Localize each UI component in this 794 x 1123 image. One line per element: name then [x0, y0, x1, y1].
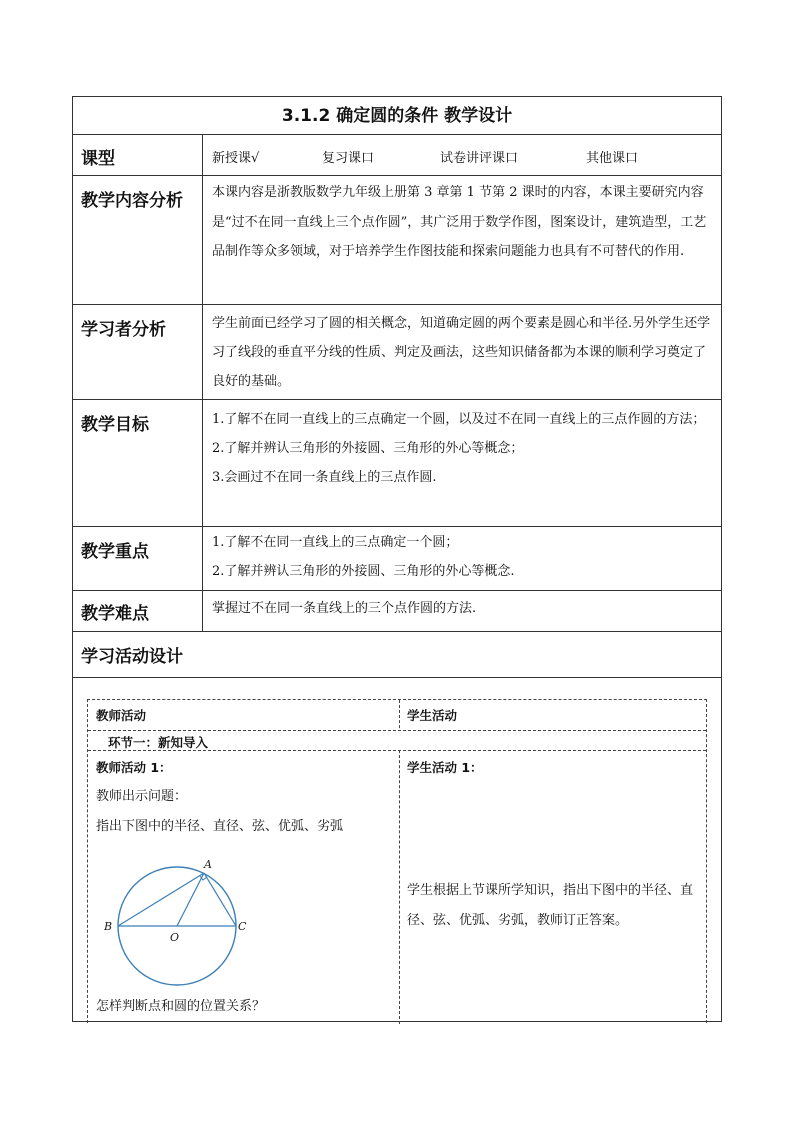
row-objectives — [73, 400, 721, 527]
course-type-option: 试卷讲评课口 — [440, 151, 519, 166]
objective-item: 1.了解不在同一直线上的三点确定一个圆，以及过不在同一直线上的三点作圆的方法； — [212, 412, 706, 427]
row-label: 教学难点 — [73, 591, 203, 631]
teacher-activity-cell — [88, 758, 399, 842]
teacher-activity-title: 教师活动 1： — [96, 760, 172, 775]
objective-item: 3.会画过不在同一条直线上的三点作圆. — [212, 470, 437, 485]
row-label: 教学内容分析 — [73, 176, 203, 304]
row-content-analysis — [73, 176, 721, 305]
point-label-o: O — [170, 931, 180, 944]
student-activity-cell — [399, 758, 708, 936]
key-point-item: 2.了解并辨认三角形的外接圆、三角形的外心等概念. — [212, 563, 515, 579]
point-label-a: A — [204, 858, 212, 871]
teacher-question: 怎样判断点和圆的位置关系？ — [96, 999, 266, 1014]
row-key-points — [73, 527, 721, 591]
student-activity-text: 学生根据上节课所学知识，指出下图中的半径、直径、弦、优弧、劣弧，教师订正答案。 — [407, 883, 694, 928]
course-type-option: 复习课口 — [322, 151, 375, 166]
paragraph: 掌握过不在同一条直线上的三个点作圆的方法. — [212, 601, 477, 616]
section-row — [88, 731, 706, 751]
point-label-c: C — [238, 920, 247, 933]
student-activity-title: 学生活动 1： — [407, 760, 483, 775]
chord-ac — [204, 873, 236, 926]
lesson-plan-table — [72, 96, 722, 1022]
activity-header-row — [88, 700, 706, 731]
paragraph: 本课内容是浙教版数学九年级上册第 3 章第 1 节第 2 课时的内容，本课主要研究内容是“过不在同一直线上三个点作圆”，其广泛用于数学作图，图案设计，建筑造型，工艺品制作等众多领域，对于培养学生作图技能和探索问题能力也具有不可替代的作用. — [212, 185, 707, 259]
activity-design-heading: 学习活动设计 — [73, 632, 721, 678]
content-analysis-text — [204, 176, 721, 304]
paragraph: 学生前面已经学习了圆的相关概念，知道确定圆的两个要素是圆心和半径.另外学生还学习了线段的垂直平分线的性质、判定及画法，这些知识储备都为本课的顺利学习奠定了良好的基础。 — [212, 316, 711, 389]
point-label-b: B — [104, 920, 113, 933]
row-label: 学习者分析 — [73, 305, 203, 399]
section-title: 环节一：新知导入 — [108, 735, 209, 750]
difficulties-text — [204, 591, 721, 631]
student-activity-header: 学生活动 — [407, 708, 458, 723]
objectives-list — [204, 400, 721, 526]
circle-figure — [104, 858, 254, 988]
objective-item: 2.了解并辨认三角形的外接圆、三角形的外心等概念； — [212, 441, 524, 456]
teacher-activity-header: 教师活动 — [96, 708, 147, 723]
teacher-line: 指出下图中的半径、直径、弦、优弧、劣弧 — [96, 819, 344, 834]
page-title: 3.1.2 确定圆的条件 教学设计 — [73, 97, 721, 135]
row-difficulties — [73, 591, 721, 632]
course-type-options — [204, 135, 721, 175]
key-point-item: 1.了解不在同一直线上的三点确定一个圆； — [212, 535, 459, 550]
key-points-list — [204, 527, 721, 590]
row-course-type — [73, 135, 721, 176]
row-label: 教学重点 — [73, 527, 203, 590]
teacher-line: 教师出示问题： — [96, 789, 188, 804]
row-label: 课型 — [73, 135, 203, 175]
row-learner-analysis — [73, 305, 721, 400]
course-type-option: 新授课√ — [212, 151, 260, 166]
row-label: 教学目标 — [73, 400, 203, 526]
learner-analysis-text — [204, 305, 721, 399]
activity-table — [87, 699, 707, 1023]
course-type-option: 其他课口 — [586, 151, 639, 166]
